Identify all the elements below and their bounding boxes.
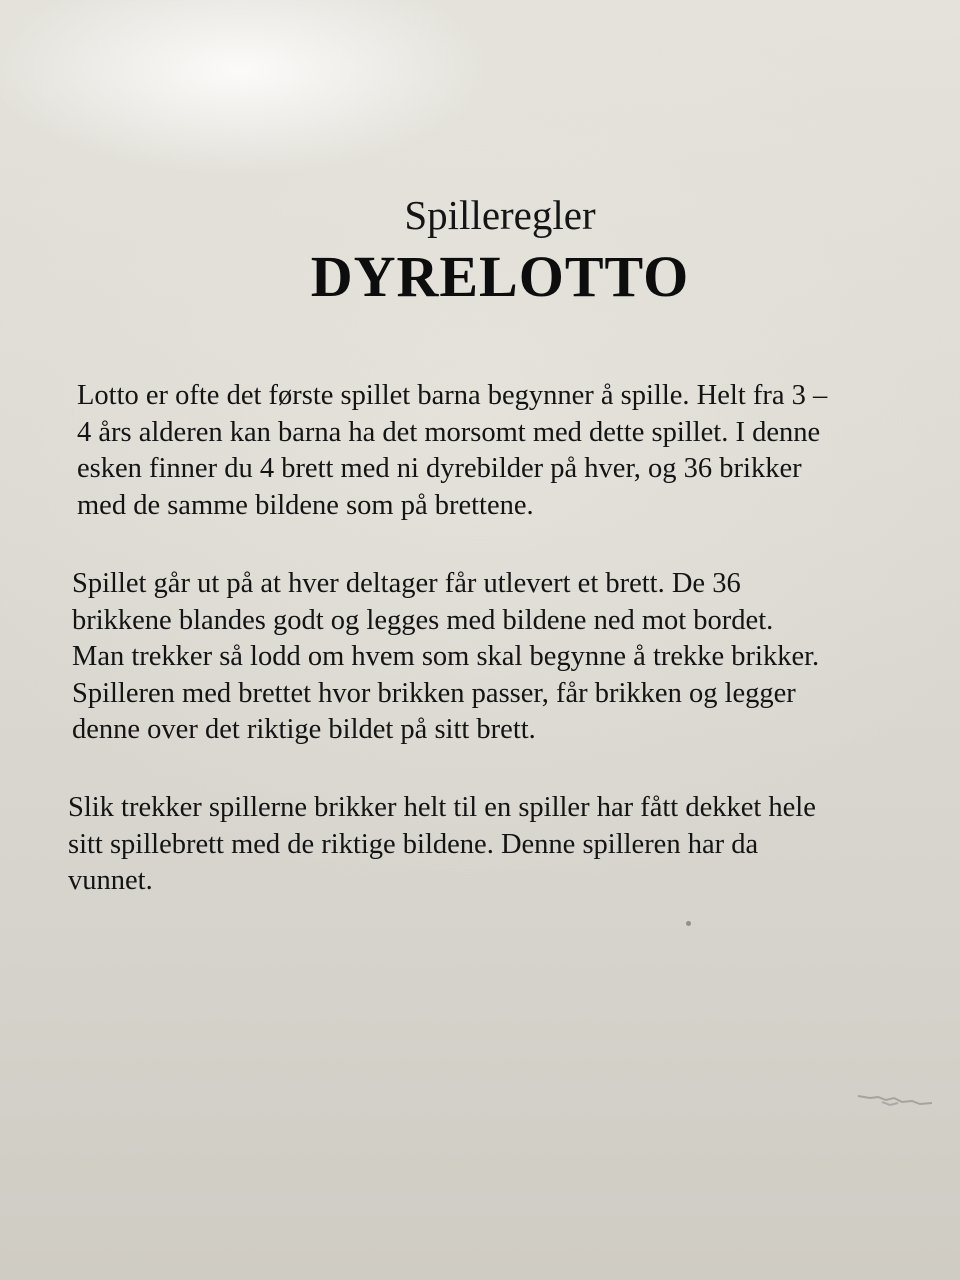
paper-speck (686, 921, 691, 926)
rules-paragraph-intro: Lotto er ofte det første spillet barna begynner å spille. Helt fra 3 – 4 års alderen kan barna ha det morsomt med dette spillet. I denne esken finner du 4 brett med ni dyrebilder på hver, og 36 brikker med de samme bildene som på brettene. (77, 380, 828, 521)
rules-paragraph-winning: Slik trekker spillerne brikker helt til en spiller har fått dekket hele sitt spillebrett med de riktige bildene. Denne spilleren har da vunnet. (68, 792, 816, 896)
rules-paragraph-gameplay: Spillet går ut på at hver deltager får utlevert et brett. De 36 brikkene blandes godt og legges med bildene ned mot bordet. Man trekker så lodd om hvem som skal begynne å trekke brikker. Spilleren med brettet hvor brikken passer, får brikken og legger denne over det riktige bildet på sitt brett. (72, 568, 820, 745)
paper-smudge (856, 1090, 934, 1110)
document-title: DYRELOTTO (310, 244, 690, 309)
document-subtitle: Spilleregler (404, 192, 596, 238)
